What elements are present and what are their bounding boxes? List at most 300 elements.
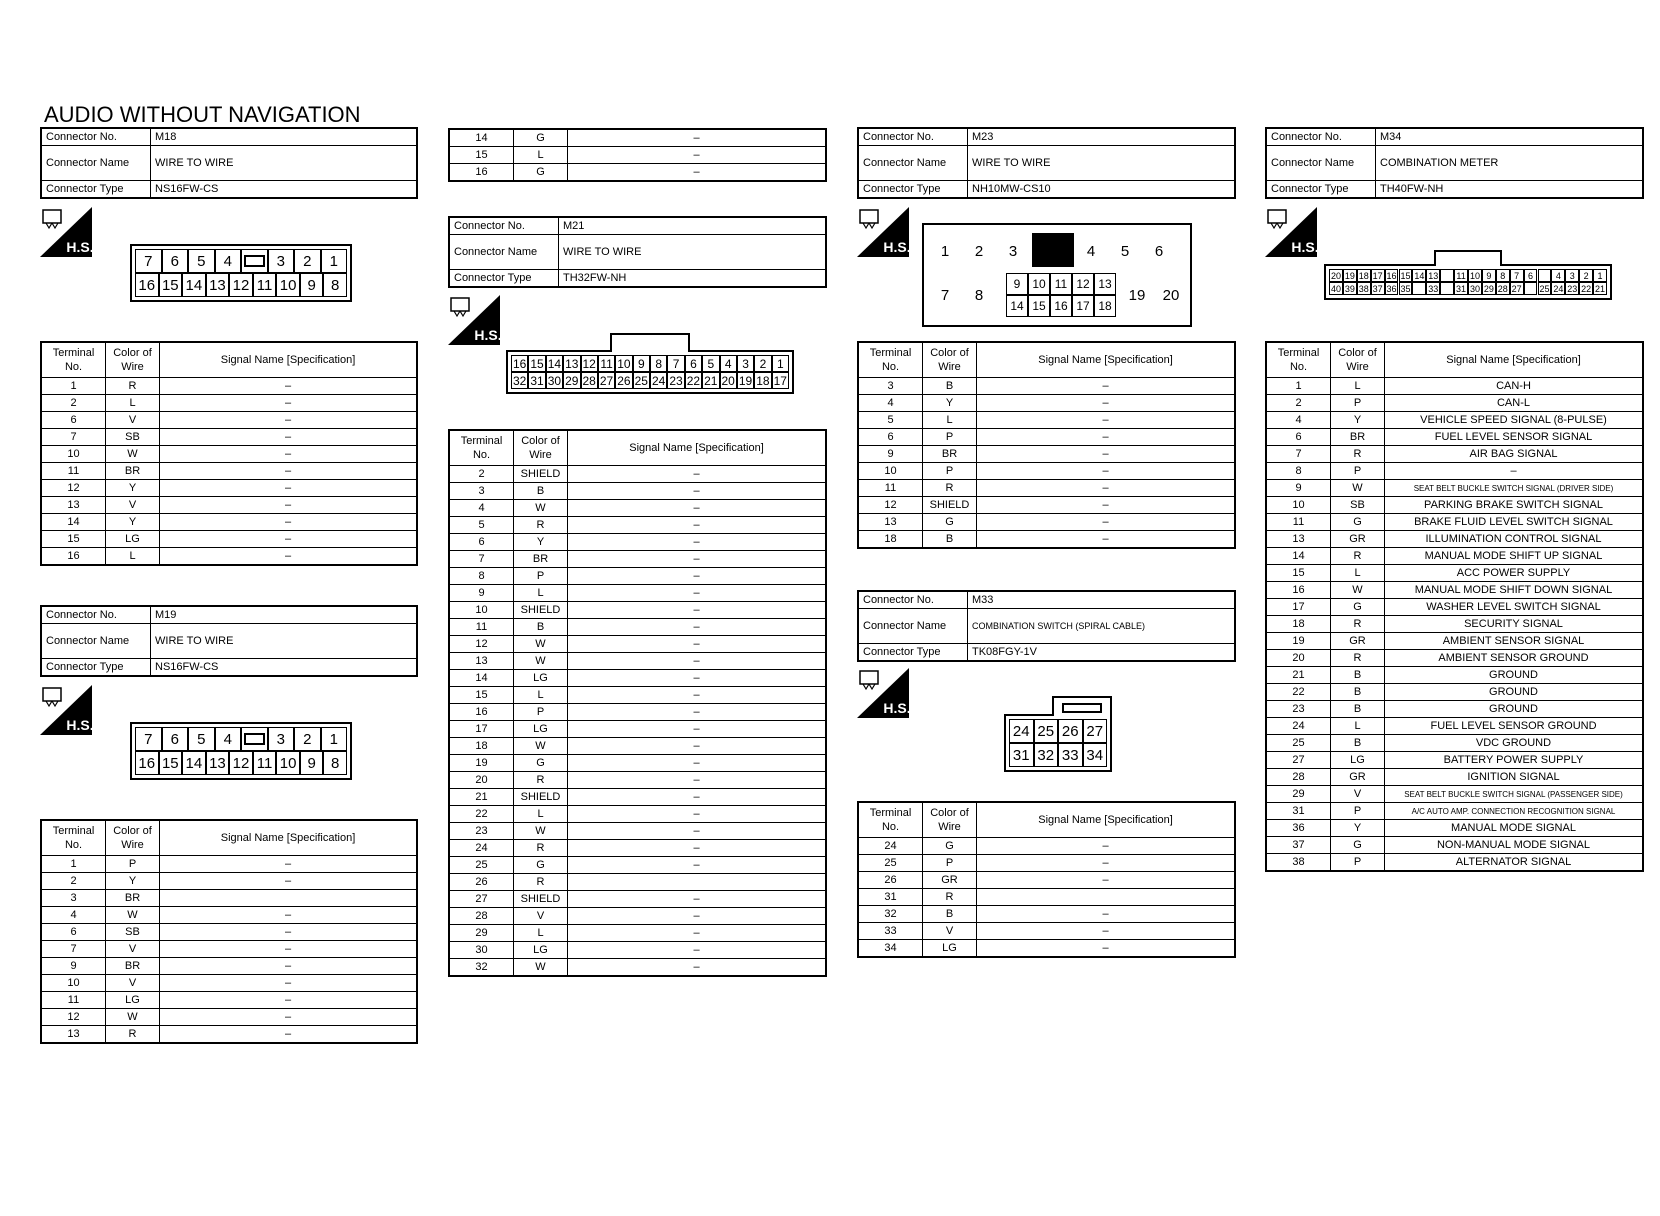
terminal-no-cell: 12 [449, 636, 514, 653]
table-row [41, 924, 417, 941]
terminal-no-cell: 6 [858, 429, 923, 446]
terminal-cell: 25 [633, 372, 650, 389]
table-row [449, 636, 826, 653]
signal-name-cell: – [568, 772, 827, 789]
table-row [41, 480, 417, 497]
signal-name-cell: VEHICLE SPEED SIGNAL (8-PULSE) [1385, 412, 1644, 429]
terminal-no-cell: 20 [1266, 650, 1331, 667]
terminal-cell: 14 [546, 355, 563, 372]
terminal-no-cell: 31 [1266, 803, 1331, 820]
signal-name-cell: GROUND [1385, 701, 1644, 718]
terminal-no-cell: 2 [1266, 395, 1331, 412]
terminal-no-header: Terminal No. [1266, 342, 1331, 378]
terminal-cell: 3 [268, 727, 295, 751]
hs-icon [857, 207, 909, 257]
signal-name-cell: – [977, 497, 1236, 514]
table-row [449, 129, 826, 147]
signal-name-cell: – [568, 551, 827, 568]
table-row [41, 992, 417, 1009]
signal-name-cell: – [160, 548, 418, 566]
wire-color-cell: R [1331, 548, 1385, 565]
terminal-no-cell: 9 [41, 958, 106, 975]
table-row [449, 857, 826, 874]
terminal-cell: 19 [737, 372, 754, 389]
terminal-no-cell: 22 [449, 806, 514, 823]
terminal-cell: 13 [563, 355, 580, 372]
terminal-cell: 8 [650, 355, 667, 372]
wire-color-cell: P [923, 463, 977, 480]
table-row [858, 497, 1235, 514]
terminal-no-cell: 31 [858, 889, 923, 906]
wire-color-cell: BR [1331, 429, 1385, 446]
wire-color-cell: B [514, 619, 568, 636]
key-block [1032, 233, 1074, 267]
terminal-no-cell: 11 [449, 619, 514, 636]
wire-color-cell: W [514, 500, 568, 517]
terminal-no-cell: 24 [1266, 718, 1331, 735]
wire-color-cell: LG [514, 721, 568, 738]
m34-pin-table [1265, 341, 1644, 872]
terminal-cell [1538, 269, 1552, 282]
terminal-no-cell: 33 [858, 923, 923, 940]
table-row [41, 378, 417, 395]
terminal-cell: 13 [206, 751, 230, 775]
table-row [1266, 633, 1643, 650]
signal-name-cell: SEAT BELT BUCKLE SWITCH SIGNAL (DRIVER SIDE) [1385, 480, 1644, 497]
terminal-no-cell: 3 [41, 890, 106, 907]
signal-name-cell: – [160, 480, 418, 497]
wire-color-cell: LG [106, 531, 160, 548]
terminal-no-cell: 19 [1266, 633, 1331, 650]
terminal-cell: 1 [321, 249, 348, 273]
table-row [1266, 803, 1643, 820]
wire-color-cell: R [514, 840, 568, 857]
table-row [858, 923, 1235, 940]
terminal-no-cell: 10 [449, 602, 514, 619]
table-row [1266, 735, 1643, 752]
connector-type-label: Connector Type [1266, 181, 1376, 199]
m21-connector-face [506, 350, 794, 394]
table-row [449, 483, 826, 500]
table-row [858, 940, 1235, 958]
table-row [858, 514, 1235, 531]
wire-color-cell: R [514, 874, 568, 891]
terminal-no-cell: 34 [858, 940, 923, 958]
signal-name-cell: – [160, 856, 418, 873]
wire-color-cell: G [923, 514, 977, 531]
signal-name-cell: ILLUMINATION CONTROL SIGNAL [1385, 531, 1644, 548]
signal-name-cell: – [977, 446, 1236, 463]
terminal-no-cell: 13 [41, 497, 106, 514]
terminal-cell: 12 [581, 355, 598, 372]
terminal-cell: 2 [754, 355, 771, 372]
terminal-cell: 10 [276, 751, 300, 775]
terminal-cell: 1 [772, 355, 789, 372]
wire-color-cell: G [1331, 514, 1385, 531]
wire-color-cell: SHIELD [514, 602, 568, 619]
connector-name-value: COMBINATION SWITCH (SPIRAL CABLE) [968, 609, 1236, 644]
terminal-cell: 27 [1083, 719, 1108, 743]
table-row [858, 378, 1235, 395]
terminal-no-cell: 10 [1266, 497, 1331, 514]
terminal-no-cell: 29 [449, 925, 514, 942]
terminal-no-cell: 16 [449, 704, 514, 721]
table-row [449, 755, 826, 772]
table-row [449, 891, 826, 908]
terminal-cell: 4 [720, 355, 737, 372]
connector-type-label: Connector Type [41, 181, 151, 199]
table-row [449, 517, 826, 534]
terminal-cell: 14 [1414, 270, 1425, 281]
table-row [449, 568, 826, 585]
terminal-cell: 6 [1154, 242, 1164, 260]
signal-name-cell: AIR BAG SIGNAL [1385, 446, 1644, 463]
terminal-cell: 34 [1083, 743, 1108, 767]
wire-color-cell: V [106, 497, 160, 514]
signal-name-cell: – [568, 636, 827, 653]
terminal-no-cell: 11 [41, 992, 106, 1009]
terminal-cell: 4 [1086, 242, 1096, 260]
signal-name-cell: – [160, 873, 418, 890]
wire-color-cell: B [514, 483, 568, 500]
terminal-cell: 4 [215, 727, 242, 751]
wire-color-cell: V [106, 975, 160, 992]
signal-name-cell: – [568, 687, 827, 704]
m34-connector-face [1324, 264, 1612, 300]
terminal-cell: 31 [1456, 283, 1467, 294]
terminal-no-cell: 7 [41, 429, 106, 446]
signal-name-cell: – [160, 514, 418, 531]
terminal-cell: 11 [253, 273, 277, 297]
terminal-cell: 18 [1094, 295, 1116, 317]
signal-name-cell: MANUAL MODE SHIFT UP SIGNAL [1385, 548, 1644, 565]
wire-color-cell: Y [106, 514, 160, 531]
wire-color-cell: Y [923, 395, 977, 412]
terminal-cell [1440, 282, 1454, 295]
signal-name-cell [977, 889, 1236, 906]
table-row [449, 738, 826, 755]
signal-name-cell: – [568, 619, 827, 636]
connector-name-label: Connector Name [41, 624, 151, 659]
wire-color-cell: LG [514, 670, 568, 687]
signal-name-cell: – [977, 940, 1236, 958]
signal-name-cell: – [977, 429, 1236, 446]
color-of-wire-header: Color of Wire [923, 802, 977, 838]
terminal-cell: 20 [1162, 286, 1180, 304]
terminal-cell: 16 [135, 273, 159, 297]
color-of-wire-header: Color of Wire [106, 820, 160, 856]
table-row [858, 480, 1235, 497]
terminal-no-cell: 4 [1266, 412, 1331, 429]
terminal-cell: 29 [1483, 283, 1494, 294]
wire-color-cell: B [1331, 684, 1385, 701]
signal-name-cell: CAN-L [1385, 395, 1644, 412]
signal-name-cell: – [568, 857, 827, 874]
key-slot [244, 255, 265, 268]
table-row [41, 497, 417, 514]
wire-color-cell: R [514, 517, 568, 534]
wire-color-cell: P [1331, 395, 1385, 412]
wire-color-cell: R [514, 772, 568, 789]
terminal-cell: 30 [546, 372, 563, 389]
terminal-cell: 10 [615, 355, 632, 372]
signal-name-cell: MANUAL MODE SIGNAL [1385, 820, 1644, 837]
terminal-no-cell: 12 [41, 480, 106, 497]
wire-color-cell: W [514, 738, 568, 755]
terminal-no-header: Terminal No. [449, 430, 514, 466]
wire-color-cell: W [106, 1009, 160, 1026]
terminal-no-cell: 10 [41, 446, 106, 463]
wire-color-cell: L [1331, 718, 1385, 735]
terminal-cell [241, 249, 268, 273]
table-row [858, 872, 1235, 889]
wire-color-cell: Y [1331, 820, 1385, 837]
terminal-cell: 27 [598, 372, 615, 389]
terminal-cell [1440, 269, 1454, 282]
terminal-no-cell: 37 [1266, 837, 1331, 854]
wire-color-cell: L [1331, 565, 1385, 582]
terminal-no-cell: 4 [858, 395, 923, 412]
signal-name-cell: AMBIENT SENSOR GROUND [1385, 650, 1644, 667]
terminal-cell: 27 [1511, 283, 1522, 294]
terminal-cell: 31 [528, 372, 545, 389]
connector-name-label: Connector Name [858, 146, 968, 181]
terminal-no-cell: 11 [1266, 514, 1331, 531]
terminal-no-cell: 13 [449, 653, 514, 670]
terminal-cell: 3 [1565, 269, 1579, 282]
terminal-cell: 13 [206, 273, 230, 297]
terminal-no-cell: 7 [1266, 446, 1331, 463]
wire-color-cell: L [514, 806, 568, 823]
signal-name-cell: – [977, 378, 1236, 395]
table-row [1266, 701, 1643, 718]
signal-name-cell: – [568, 806, 827, 823]
connector-type-label: Connector Type [858, 181, 968, 199]
table-row [449, 653, 826, 670]
table-row [449, 147, 826, 164]
terminal-cell: 7 [135, 727, 162, 751]
table-row [1266, 582, 1643, 599]
terminal-cell: 6 [162, 249, 189, 273]
wire-color-cell: W [514, 959, 568, 977]
wire-color-cell: Y [106, 873, 160, 890]
terminal-no-cell: 12 [41, 1009, 106, 1026]
terminal-cell: 12 [1072, 273, 1094, 295]
table-row [41, 1009, 417, 1026]
terminal-cell: 2 [294, 727, 321, 751]
terminal-cell: 15 [159, 273, 183, 297]
terminal-no-cell: 7 [41, 941, 106, 958]
wire-color-cell: LG [1331, 752, 1385, 769]
table-row [858, 838, 1235, 855]
terminal-cell: 6 [162, 727, 189, 751]
table-row [1266, 565, 1643, 582]
terminal-no-cell: 24 [858, 838, 923, 855]
terminal-no-cell: 4 [41, 907, 106, 924]
table-row [1266, 616, 1643, 633]
connector-type-label: Connector Type [858, 644, 968, 662]
terminal-no-cell: 28 [1266, 769, 1331, 786]
terminal-cell: 17 [1072, 295, 1094, 317]
signal-name-cell: – [568, 483, 827, 500]
signal-name-cell: – [568, 840, 827, 857]
table-row [449, 772, 826, 789]
signal-name-header: Signal Name [Specification] [568, 430, 827, 466]
signal-name-cell: MANUAL MODE SHIFT DOWN SIGNAL [1385, 582, 1644, 599]
page-title: AUDIO WITHOUT NAVIGATION [44, 102, 361, 127]
wire-color-cell: B [1331, 735, 1385, 752]
connector-no-label: Connector No. [449, 217, 559, 235]
terminal-cell: 14 [182, 273, 206, 297]
wire-color-cell: R [106, 378, 160, 395]
m33-pin-table [857, 801, 1236, 958]
table-row [858, 412, 1235, 429]
svg-text:H.S.: H.S. [1291, 239, 1317, 255]
connector-type-value: NS16FW-CS [151, 659, 418, 677]
terminal-cell: 23 [1567, 283, 1578, 294]
table-row [41, 1026, 417, 1044]
terminal-no-cell: 22 [1266, 684, 1331, 701]
signal-name-cell: – [160, 412, 418, 429]
table-row [1266, 412, 1643, 429]
terminal-no-cell: 32 [449, 959, 514, 977]
wire-color-cell: G [514, 755, 568, 772]
terminal-no-cell: 21 [449, 789, 514, 806]
terminal-cell: 19 [1128, 286, 1146, 304]
signal-name-cell: – [977, 872, 1236, 889]
table-row [449, 164, 826, 182]
terminal-cell: 4 [215, 249, 242, 273]
terminal-cell: 15 [159, 751, 183, 775]
wire-color-cell: G [1331, 599, 1385, 616]
terminal-cell: 5 [188, 727, 215, 751]
wire-color-cell: SHIELD [514, 466, 568, 483]
table-row [1266, 514, 1643, 531]
terminal-no-cell: 16 [41, 548, 106, 566]
terminal-no-cell: 16 [1266, 582, 1331, 599]
hs-icon [448, 295, 500, 345]
table-row [1266, 769, 1643, 786]
signal-name-cell: IGNITION SIGNAL [1385, 769, 1644, 786]
terminal-cell: 11 [1050, 273, 1072, 295]
connector-type-value: TH40FW-NH [1376, 181, 1644, 199]
terminal-no-cell: 18 [858, 531, 923, 549]
wire-color-cell: SHIELD [923, 497, 977, 514]
signal-name-cell: FUEL LEVEL SENSOR SIGNAL [1385, 429, 1644, 446]
table-row [449, 789, 826, 806]
wire-color-cell: G [514, 129, 568, 147]
signal-name-cell: – [160, 958, 418, 975]
terminal-no-cell: 25 [1266, 735, 1331, 752]
table-row [1266, 718, 1643, 735]
terminal-cell [1412, 282, 1426, 295]
signal-name-cell: – [568, 602, 827, 619]
table-row [858, 463, 1235, 480]
signal-name-cell: – [160, 941, 418, 958]
signal-name-cell: – [568, 755, 827, 772]
terminal-cell: 12 [229, 751, 253, 775]
connector-no-label: Connector No. [1266, 128, 1376, 146]
terminal-cell: 20 [720, 372, 737, 389]
table-row [41, 548, 417, 566]
terminal-cell: 22 [1581, 283, 1592, 294]
wire-color-cell: P [514, 704, 568, 721]
terminal-no-cell: 30 [449, 942, 514, 959]
m34-info [1265, 127, 1644, 199]
wire-color-cell: GR [1331, 769, 1385, 786]
signal-name-cell: – [977, 855, 1236, 872]
signal-name-cell: – [568, 738, 827, 755]
table-row [1266, 463, 1643, 480]
terminal-no-cell: 6 [41, 924, 106, 941]
table-row [449, 823, 826, 840]
signal-name-cell: VDC GROUND [1385, 735, 1644, 752]
table-row [41, 941, 417, 958]
terminal-cell: 33 [1428, 283, 1439, 294]
signal-name-cell: – [160, 975, 418, 992]
terminal-no-cell: 8 [449, 568, 514, 585]
table-row [449, 687, 826, 704]
table-row [1266, 599, 1643, 616]
signal-name-header: Signal Name [Specification] [160, 342, 418, 378]
color-of-wire-header: Color of Wire [1331, 342, 1385, 378]
signal-name-cell: – [568, 721, 827, 738]
terminal-cell: 10 [276, 273, 300, 297]
signal-name-cell: – [568, 959, 827, 977]
table-row [41, 958, 417, 975]
table-row [1266, 684, 1643, 701]
table-row [449, 602, 826, 619]
signal-name-cell: – [977, 906, 1236, 923]
terminal-no-cell: 14 [449, 129, 514, 147]
connector-no-value: M33 [968, 591, 1236, 609]
table-row [858, 395, 1235, 412]
wire-color-cell: V [106, 412, 160, 429]
table-row [1266, 837, 1643, 854]
wire-color-cell: L [514, 687, 568, 704]
terminal-cell: 2 [974, 242, 984, 260]
connector-no-label: Connector No. [858, 128, 968, 146]
signal-name-cell: – [568, 147, 827, 164]
wire-color-cell: V [923, 923, 977, 940]
terminal-no-header: Terminal No. [858, 342, 923, 378]
connector-name-label: Connector Name [858, 609, 968, 644]
terminal-cell: 2 [294, 249, 321, 273]
connector-no-value: M34 [1376, 128, 1644, 146]
signal-name-cell: – [977, 395, 1236, 412]
wire-color-cell: W [514, 653, 568, 670]
table-row [1266, 378, 1643, 395]
wire-color-cell: SB [106, 429, 160, 446]
signal-name-cell: – [160, 378, 418, 395]
signal-name-cell: – [568, 129, 827, 147]
wire-color-cell: W [1331, 480, 1385, 497]
terminal-cell: 5 [188, 249, 215, 273]
wire-color-cell: P [514, 568, 568, 585]
table-row [858, 906, 1235, 923]
terminal-no-cell: 6 [41, 412, 106, 429]
terminal-cell: 23 [667, 372, 684, 389]
connector-no-value: M18 [151, 128, 418, 146]
color-of-wire-header: Color of Wire [923, 342, 977, 378]
m18-pin-table [40, 341, 418, 566]
table-row [449, 840, 826, 857]
signal-name-header: Signal Name [Specification] [977, 802, 1236, 838]
terminal-no-cell: 27 [449, 891, 514, 908]
terminal-no-cell: 8 [1266, 463, 1331, 480]
signal-name-cell: – [568, 653, 827, 670]
m18-connector-face [130, 244, 352, 302]
